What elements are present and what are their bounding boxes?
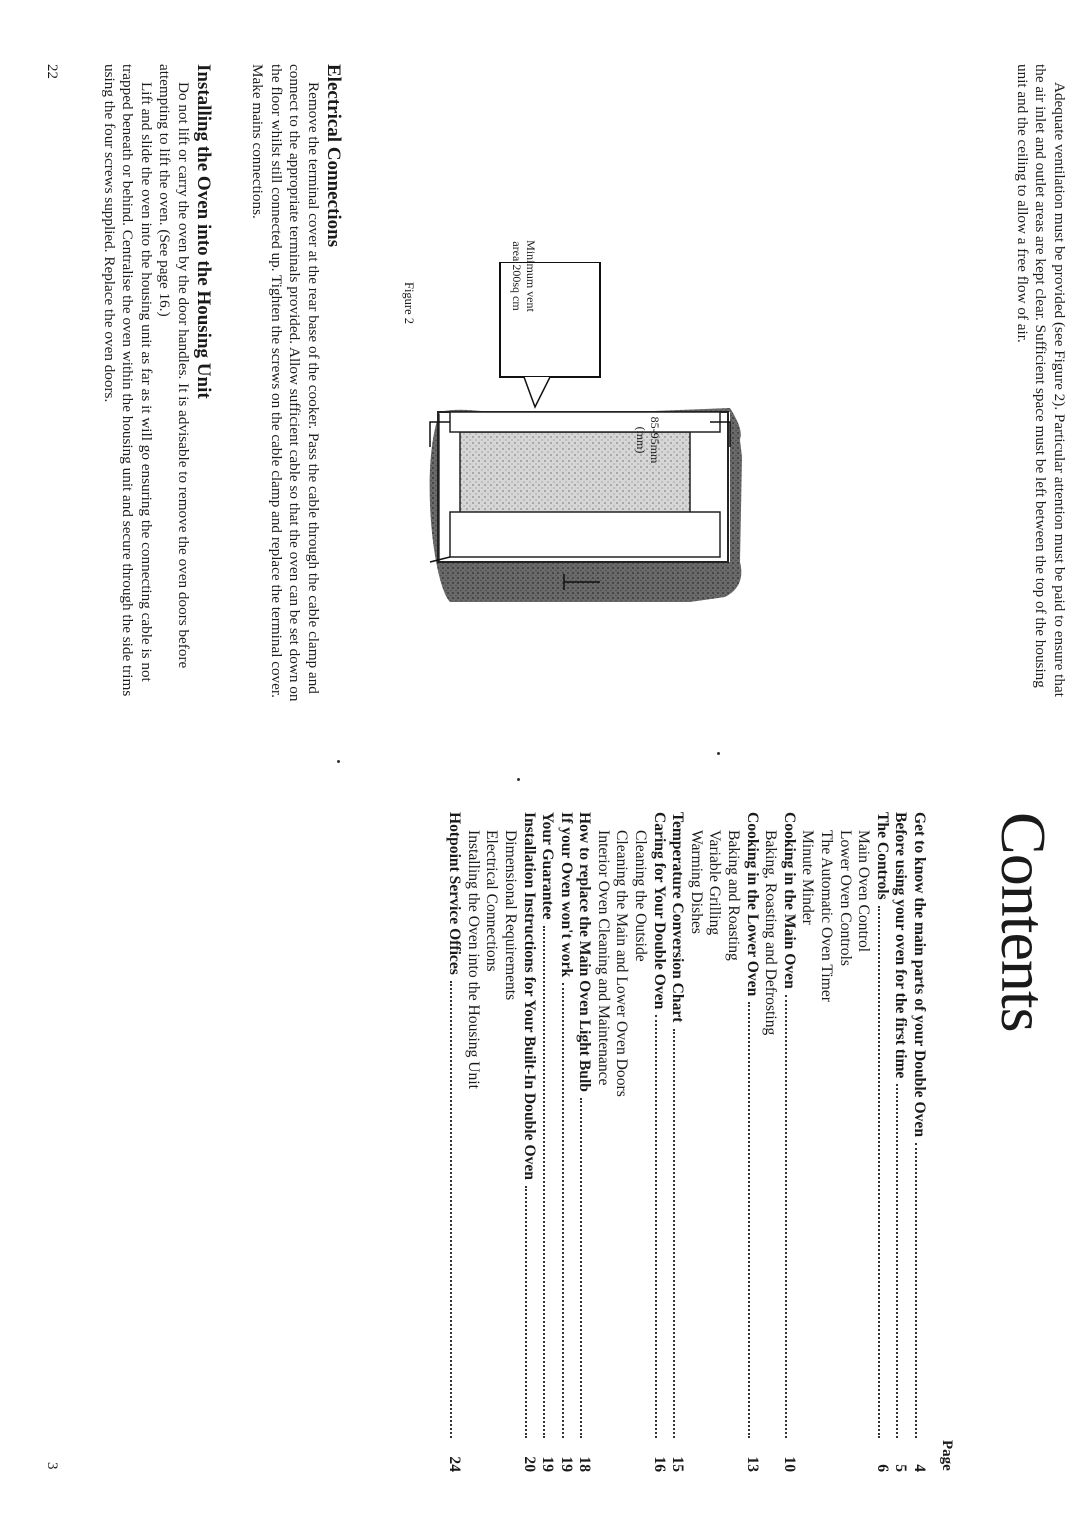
toc-subsection-row (593, 812, 612, 1472)
toc-section-row (519, 812, 538, 1472)
toc-entry-label: Temperature Conversion Chart (669, 812, 687, 1023)
toc-entry-page: 18 (576, 1456, 594, 1472)
toc-entry-label: Main Oven Control (855, 830, 873, 953)
toc-entry-label: Installation Instructions for Your Built-In Double Oven (520, 812, 538, 1180)
figure-caption: Figure 2 (402, 282, 416, 325)
toc-leader-dots (878, 906, 880, 1438)
toc-leader-dots (562, 983, 564, 1438)
dimension-label (634, 400, 662, 480)
toc-entry-label: Your Guarantee (539, 812, 557, 920)
toc-entry-page: 19 (557, 1456, 575, 1472)
toc-section-row (649, 812, 668, 1472)
toc-leader-dots (525, 1186, 527, 1438)
toc-entry-label: The Controls (873, 812, 891, 900)
toc-entry-label: Minute Minder (799, 830, 817, 925)
toc-section-row (556, 812, 575, 1472)
ventilation-paragraph: Adequate ventilation must be provided (see Figure 2). Particular attention must be paid to ensure that the air inlet and outlet areas are kept clear. Sufficient space must be left between the top of the housing unit and the ceiling to allow a free flow of air. (1014, 64, 1068, 697)
toc-entry-label: The Automatic Oven Timer (818, 830, 836, 1002)
toc-entry-label: Hotpoint Service Offices (446, 812, 464, 975)
toc-entry-label: Cooking in the Lower Oven (743, 812, 761, 997)
toc-subsection-row (500, 812, 519, 1472)
toc-entry-label: Baking and Roasting (725, 830, 743, 961)
page-column-header: Page (939, 1440, 955, 1471)
toc-section-row (575, 812, 594, 1472)
toc-leader-dots (785, 995, 787, 1438)
toc-section-row (779, 812, 798, 1472)
contents-title: Contents (988, 812, 1059, 1032)
toc-entry-page: 15 (669, 1456, 687, 1472)
toc-entry-page: 20 (520, 1456, 538, 1472)
toc-entry-label: Get to know the main parts of your Double Oven (911, 812, 928, 1138)
toc-leader-dots (673, 1029, 675, 1439)
toc-leader-dots (543, 926, 545, 1438)
toc-section-row (909, 812, 928, 1472)
toc-subsection-row (686, 812, 705, 1472)
toc-entry-page: 13 (743, 1456, 761, 1472)
toc-entry-label: Variable Grilling (706, 830, 724, 936)
toc-leader-dots (915, 1143, 917, 1438)
page-number-right: 3 (44, 1462, 60, 1470)
toc-entry-page: 10 (780, 1456, 798, 1472)
dimension-label-line2: (mm) (634, 426, 648, 454)
vent-label-line1: Minimum vent (524, 240, 538, 312)
page-number-left: 22 (44, 64, 60, 79)
toc-subsection-row (816, 812, 835, 1472)
toc-entry-label: Lower Oven Controls (836, 830, 854, 966)
toc-subsection-row (723, 812, 742, 1472)
installing-paragraph-2: Lift and slide the oven into the housing unit as far as it will go ensuring the connecting cable is not trapped beneath or behind. Centralise the oven within the housing unit and secure through the side trims using the four screws supplied. Replace the oven doors. (101, 64, 155, 697)
toc-entry-label: Electrical Connections (483, 830, 501, 972)
dimension-label-line1: 85-95mm (648, 416, 662, 464)
toc-entry-label: Cooking in the Main Oven (780, 812, 798, 989)
toc-entry-label: Caring for Your Double Oven (650, 812, 668, 1010)
toc-leader-dots (896, 1084, 898, 1438)
figure-2-diagram (410, 262, 750, 602)
toc-section-row (872, 812, 891, 1472)
vent-callout-label (510, 226, 538, 326)
toc-entry-label: If your Oven won't work (557, 812, 575, 978)
speck (517, 778, 520, 781)
installing-paragraph-1: Do not lift or carry the oven by the door handles. It is advisable to remove the oven doors before attempting to lift the oven. (See page 16.) (156, 64, 192, 669)
toc-section-row (891, 812, 910, 1472)
toc-entry-label: Before using your oven for the first time (892, 812, 910, 1079)
toc-entry-page: 16 (650, 1456, 668, 1472)
toc-subsection-row (631, 812, 650, 1472)
toc-subsection-row (761, 812, 780, 1472)
toc-subsection-row (854, 812, 873, 1472)
toc-entry-page: 24 (446, 1456, 464, 1472)
vent-callout-pointer (524, 377, 550, 407)
toc-entry-page: 19 (539, 1456, 557, 1472)
toc-entry-page: 5 (892, 1464, 910, 1472)
toc-entry-label: Dimensional Requirements (501, 830, 519, 1001)
toc-section-row (742, 812, 761, 1472)
table-of-contents (445, 812, 928, 1472)
toc-entry-label: Baking, Roasting and Defrosting (762, 830, 780, 1036)
toc-entry-label: Interior Oven Cleaning and Maintenance (594, 830, 612, 1086)
electrical-connections-heading: Electrical Connections (323, 64, 344, 248)
toc-entry-label: Cleaning the Main and Lower Oven Doors (613, 830, 631, 1097)
bottom-panel (450, 412, 720, 432)
toc-subsection-row (482, 812, 501, 1472)
top-panel (450, 512, 720, 557)
toc-entry-label: How to replace the Main Oven Light Bulb (576, 812, 594, 1092)
toc-section-row (445, 812, 464, 1472)
toc-entry-label: Warming Dishes (687, 830, 705, 934)
toc-entry-page: 6 (873, 1464, 891, 1472)
toc-entry-label: Installing the Oven into the Housing Unit (464, 830, 482, 1090)
toc-subsection-row (798, 812, 817, 1472)
toc-leader-dots (580, 1098, 582, 1438)
vent-label-line2: area 200sq cm (510, 241, 524, 311)
speck (337, 760, 340, 763)
toc-leader-dots (450, 981, 452, 1438)
toc-section-row (668, 812, 687, 1472)
toc-section-row (538, 812, 557, 1472)
toc-leader-dots (748, 1002, 750, 1438)
installing-oven-heading: Installing the Oven into the Housing Unit (193, 64, 214, 399)
toc-subsection-row (612, 812, 631, 1472)
toc-entry-page: 4 (911, 1464, 928, 1472)
toc-entry-label: Cleaning the Outside (632, 830, 650, 962)
electrical-connections-paragraph: Remove the terminal cover at the rear base of the cooker. Pass the cable through the cable clamp and connect to the appropriate terminals provided. Allow sufficient cable so that the oven can be set down on the floor whilst still connected up. Tighten the screws on the cable clamp and replace the terminal cover. Make mains connections. (249, 64, 322, 702)
toc-subsection-row (705, 812, 724, 1472)
toc-leader-dots (655, 1015, 657, 1438)
toc-subsection-row (463, 812, 482, 1472)
toc-subsection-row (835, 812, 854, 1472)
speck (717, 752, 720, 755)
